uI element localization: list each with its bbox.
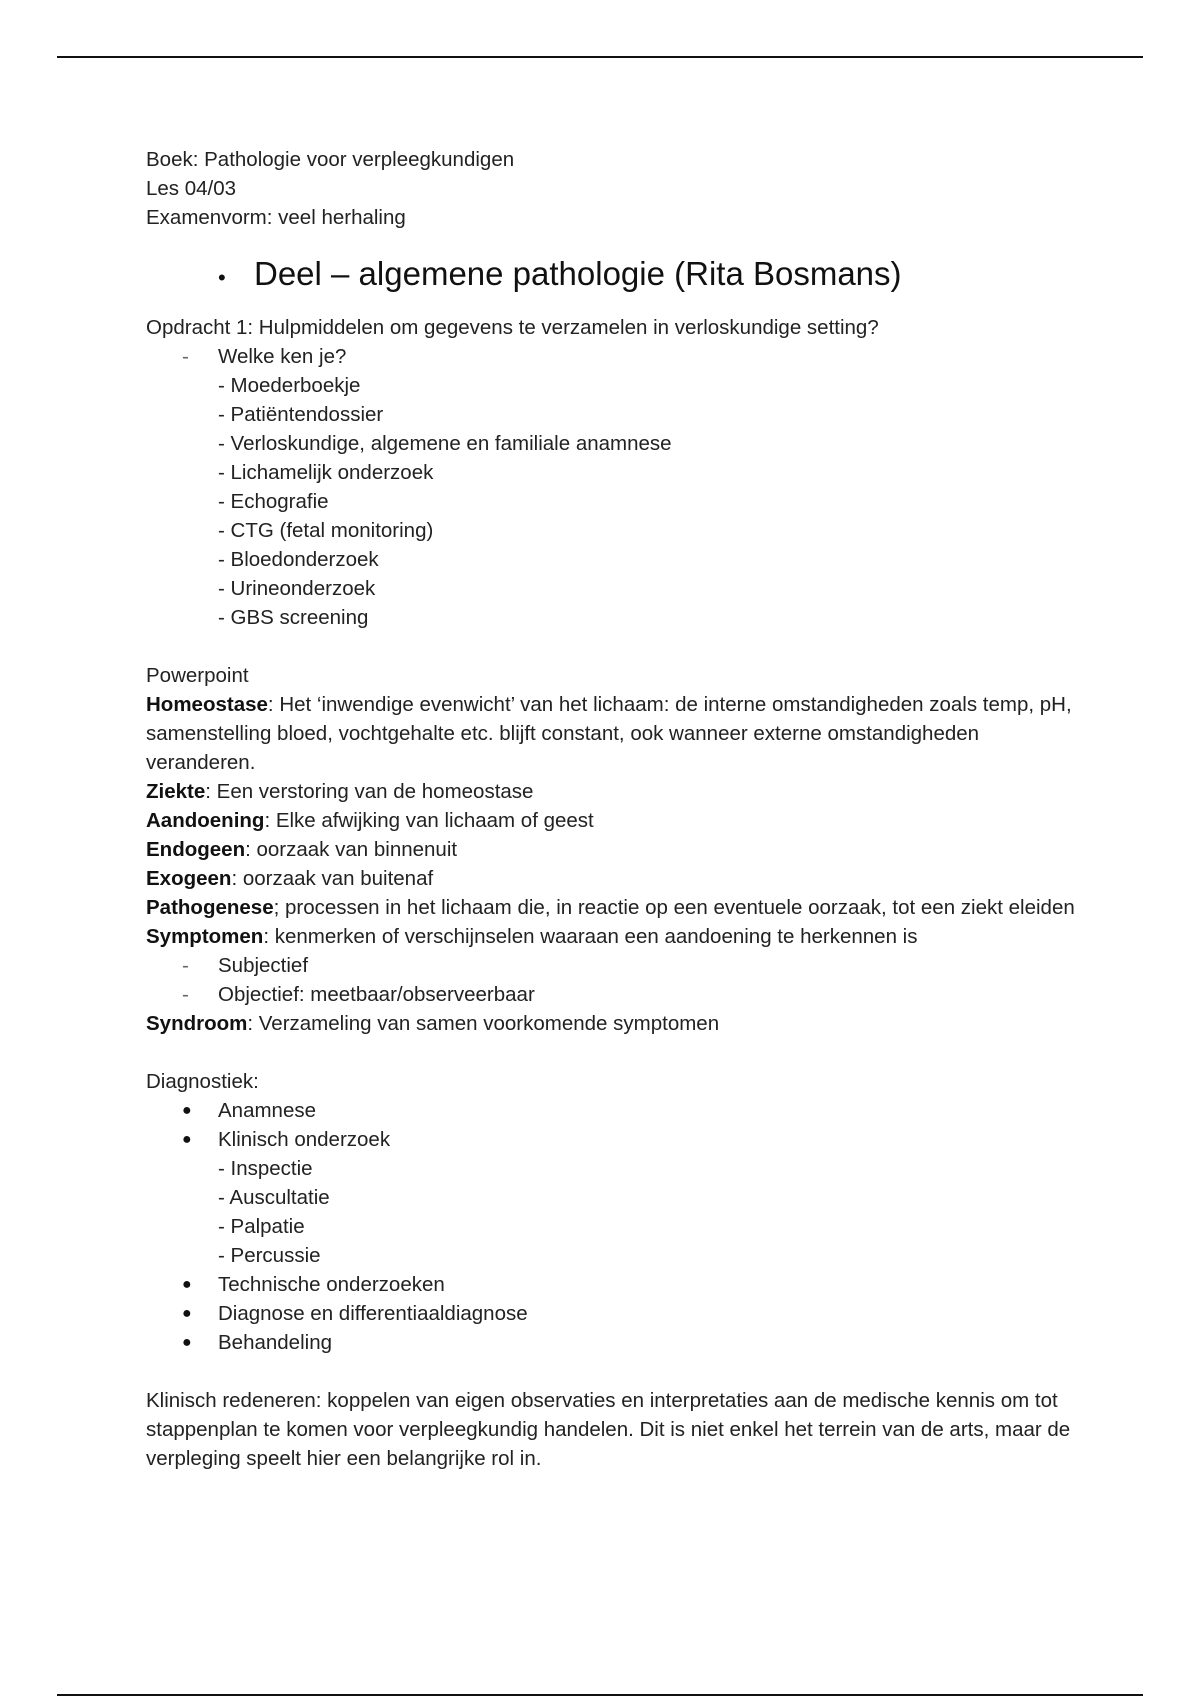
list-item: - Patiëntendossier xyxy=(218,403,384,426)
term: Exogeen xyxy=(146,867,232,890)
sub-question: Welke ken je? xyxy=(218,345,347,368)
definition-ziekte xyxy=(146,777,1076,806)
definition-symptomen xyxy=(146,922,1076,951)
list-item: - Auscultatie xyxy=(218,1186,330,1209)
bullet-icon: ● xyxy=(182,1276,192,1293)
list-item xyxy=(182,1125,1076,1154)
document-body xyxy=(146,145,1076,1473)
term: Syndroom xyxy=(146,1012,248,1035)
list-item-text: Anamnese xyxy=(218,1099,317,1122)
list-item: - Lichamelijk onderzoek xyxy=(218,461,434,484)
definition-text: : oorzaak van buitenaf xyxy=(231,867,434,890)
list-item: - Moederboekje xyxy=(218,374,361,397)
definition-exogeen xyxy=(146,864,1076,893)
definition-text: ; processen in het lichaam die, in reactie op een eventuele oorzaak, tot een ziekt eleiden xyxy=(273,896,1075,919)
list-item-text: Behandeling xyxy=(218,1331,332,1354)
dash-icon: - xyxy=(182,983,189,1006)
term: Homeostase xyxy=(146,693,268,716)
definition-text: : Elke afwijking van lichaam of geest xyxy=(264,809,594,832)
list-item-text: Technische onderzoeken xyxy=(218,1273,445,1296)
definition-text: : Verzameling van samen voorkomende symptomen xyxy=(247,1012,720,1035)
definition-text: : Een verstoring van de homeostase xyxy=(205,780,534,803)
diagnostiek-title: Diagnostiek: xyxy=(146,1070,259,1093)
definition-aandoening xyxy=(146,806,1076,835)
exam-line: Examenvorm: veel herhaling xyxy=(146,206,406,229)
list-item: - Verloskundige, algemene en familiale anamnese xyxy=(218,432,672,455)
klinisch-redeneren-paragraph: Klinisch redeneren: koppelen van eigen observaties en interpretaties aan de medische kennis om tot stappenplan te komen voor verpleegkundig handelen. Dit is niet enkel het terrein van de arts, maar de verpleging speelt hier een belangrijke rol in. xyxy=(146,1389,1071,1470)
bullet-icon: ● xyxy=(182,1305,192,1322)
list-item xyxy=(182,1299,1076,1328)
powerpoint-title: Powerpoint xyxy=(146,664,249,687)
top-divider xyxy=(57,56,1143,58)
bullet-icon: ● xyxy=(182,1131,192,1148)
list-item-text: Diagnose en differentiaaldiagnose xyxy=(218,1302,528,1325)
definition-text: : kenmerken of verschijnselen waaraan een aandoening te herkennen is xyxy=(263,925,918,948)
bullet-icon: • xyxy=(218,265,226,290)
assignment-question: Opdracht 1: Hulpmiddelen om gegevens te verzamelen in verloskundige setting? xyxy=(146,316,879,339)
term: Endogeen xyxy=(146,838,246,861)
list-item: - Urineonderzoek xyxy=(218,577,376,600)
list-item: - Inspectie xyxy=(218,1157,313,1180)
definition-text: : Het ‘inwendige evenwicht’ van het lichaam: de interne omstandigheden zoals temp, pH, samenstelling bloed, vochtgehalte etc. blijft constant, ook wanneer externe omstandigheden veranderen. xyxy=(146,693,1072,774)
list-item: - CTG (fetal monitoring) xyxy=(218,519,434,542)
definition-pathogenese xyxy=(146,893,1076,922)
list-item: - Percussie xyxy=(218,1244,321,1267)
list-item: - Palpatie xyxy=(218,1215,305,1238)
definition-homeostase xyxy=(146,690,1076,777)
term: Aandoening xyxy=(146,809,265,832)
book-line: Boek: Pathologie voor verpleegkundigen xyxy=(146,148,515,171)
symptom-type: Subjectief xyxy=(218,954,309,977)
term: Pathogenese xyxy=(146,896,274,919)
definition-syndroom xyxy=(146,1009,1076,1038)
term: Symptomen xyxy=(146,925,264,948)
list-item xyxy=(182,342,1076,371)
list-item: - Echografie xyxy=(218,490,329,513)
bullet-icon: ● xyxy=(182,1334,192,1351)
lesson-line: Les 04/03 xyxy=(146,177,237,200)
dash-icon: - xyxy=(182,345,189,368)
symptom-type: Objectief: meetbaar/observeerbaar xyxy=(218,983,535,1006)
section-heading xyxy=(218,253,1076,299)
definition-endogeen xyxy=(146,835,1076,864)
list-item xyxy=(182,1270,1076,1299)
section-heading-text: Deel – algemene pathologie (Rita Bosmans) xyxy=(254,255,902,292)
term: Ziekte xyxy=(146,780,206,803)
list-item-text: Klinisch onderzoek xyxy=(218,1128,391,1151)
list-item xyxy=(182,951,1076,980)
definition-text: : oorzaak van binnenuit xyxy=(245,838,458,861)
list-item xyxy=(182,1328,1076,1357)
list-item: - GBS screening xyxy=(218,606,369,629)
list-item: - Bloedonderzoek xyxy=(218,548,379,571)
list-item xyxy=(182,980,1076,1009)
dash-icon: - xyxy=(182,954,189,977)
bullet-icon: ● xyxy=(182,1102,192,1119)
bottom-divider xyxy=(57,1694,1143,1696)
list-item xyxy=(182,1096,1076,1125)
